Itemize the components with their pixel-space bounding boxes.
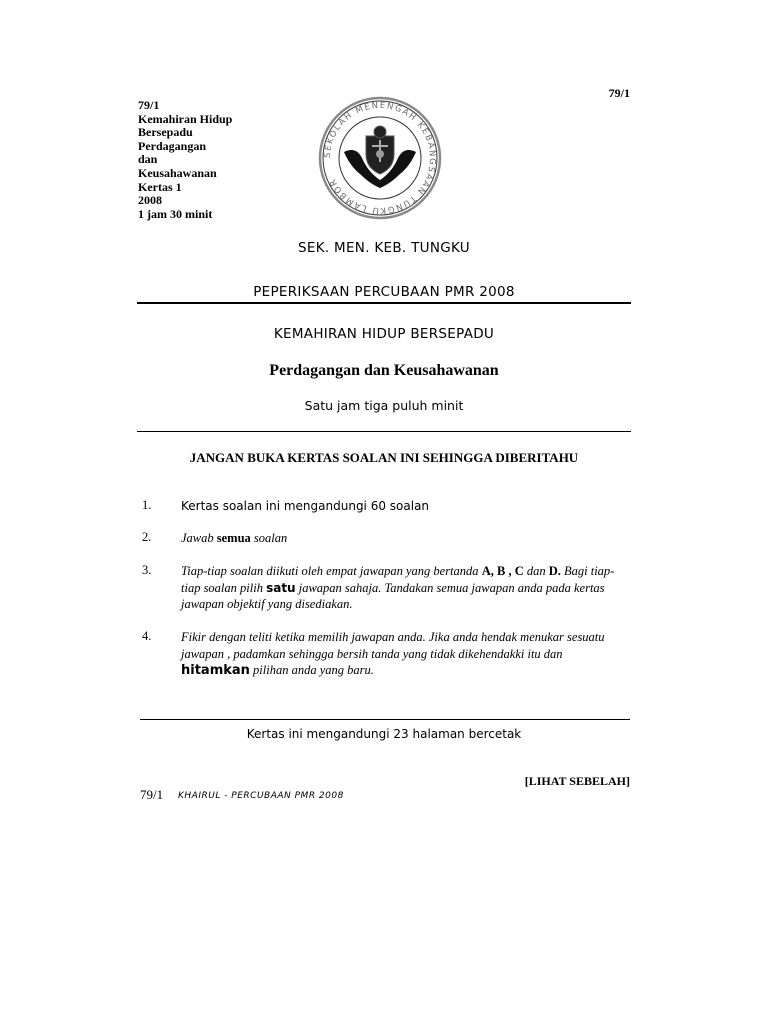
- text-run: soalan: [250, 531, 288, 545]
- text-run: .: [557, 564, 561, 578]
- text-run: dan: [523, 564, 549, 578]
- instruction-item: [142, 563, 632, 613]
- meta-line: Keusahawanan: [138, 165, 217, 180]
- school-name: SEK. MEN. KEB. TUNGKU: [298, 240, 470, 256]
- instruction-item: [142, 530, 632, 547]
- option-label: C: [514, 564, 524, 578]
- emphasis-text: semua: [216, 531, 251, 545]
- emphasis-text: satu: [266, 580, 296, 595]
- text-run: Fikir dengan teliti ketika memilih jawapan anda. Jika anda hendak menukar sesuatu jawapan , padamkan sehingga bersih tanda yang tidak dikehendakki itu dan: [181, 630, 605, 661]
- meta-line: Perdagangan: [138, 138, 207, 153]
- footer-divider: [140, 719, 630, 720]
- option-label: D: [548, 564, 558, 578]
- meta-line: 79/1: [138, 98, 160, 112]
- exam-duration: Satu jam tiga puluh minit: [304, 398, 464, 413]
- meta-line: Bersepadu: [138, 125, 193, 140]
- instruction-item: [142, 629, 632, 680]
- page-count-note: Kertas ini mengandungi 23 halaman bercetak: [246, 727, 522, 741]
- section-divider: [137, 431, 631, 432]
- turn-over-note: [LIHAT SEBELAH]: [524, 774, 630, 788]
- instruction-number: 1.: [142, 498, 152, 512]
- instruction-text: [181, 563, 632, 613]
- footer-author: KHAIRUL - PERCUBAAN PMR 2008: [178, 791, 344, 801]
- meta-line: Kertas 1: [138, 179, 182, 194]
- footer-paper-code: 79/1: [140, 787, 164, 802]
- text-run: jawapan sahaja. Tandakan semua jawapan anda pada kertas jawapan objektif yang disediakan.: [181, 580, 605, 611]
- option-label: B: [496, 564, 506, 578]
- instruction-item: [142, 498, 632, 515]
- title-divider: [137, 302, 631, 304]
- text-run: Tiap-tiap soalan diikuti oleh empat jawapan yang bertanda: [181, 564, 482, 578]
- text-run: pilihan anda yang baru.: [249, 663, 374, 677]
- meta-line: Kemahiran Hidup: [138, 111, 233, 126]
- instruction-number: 3.: [142, 563, 152, 577]
- paper-meta-block: [138, 99, 232, 221]
- text-run: ,: [490, 564, 497, 578]
- exam-title: PEPERIKSAAN PERCUBAAN PMR 2008: [253, 284, 515, 300]
- meta-line: 1 jam 30 minit: [138, 206, 213, 221]
- paper-code-top: 79/1: [608, 86, 630, 100]
- text-run: Jawab: [181, 531, 217, 545]
- instruction-text: Kertas soalan ini mengandungi 60 soalan: [181, 499, 430, 513]
- text-run: Bagi tiap-tiap soalan pilih: [181, 564, 615, 595]
- option-label: A: [481, 564, 491, 578]
- subject-subtitle: Perdagangan dan Keusahawanan: [269, 362, 499, 379]
- instruction-text: [181, 629, 632, 680]
- instruction-number: 2.: [142, 530, 152, 544]
- school-crest-logo: [316, 96, 444, 220]
- instruction-number: 4.: [142, 629, 152, 643]
- text-run: ,: [505, 564, 515, 578]
- warning-notice: JANGAN BUKA KERTAS SOALAN INI SEHINGGA DIBERITAHU: [189, 450, 579, 465]
- instruction-text: [181, 530, 632, 547]
- subject-title: KEMAHIRAN HIDUP BERSEPADU: [273, 326, 495, 342]
- emphasis-text: hitamkan: [181, 663, 250, 678]
- meta-line: 2008: [138, 193, 162, 208]
- meta-line: dan: [138, 152, 158, 167]
- crest-ring-text: SEKOLAH MENENGAH KEBANGSAAN TUNGKU LAMBOR: [322, 100, 438, 216]
